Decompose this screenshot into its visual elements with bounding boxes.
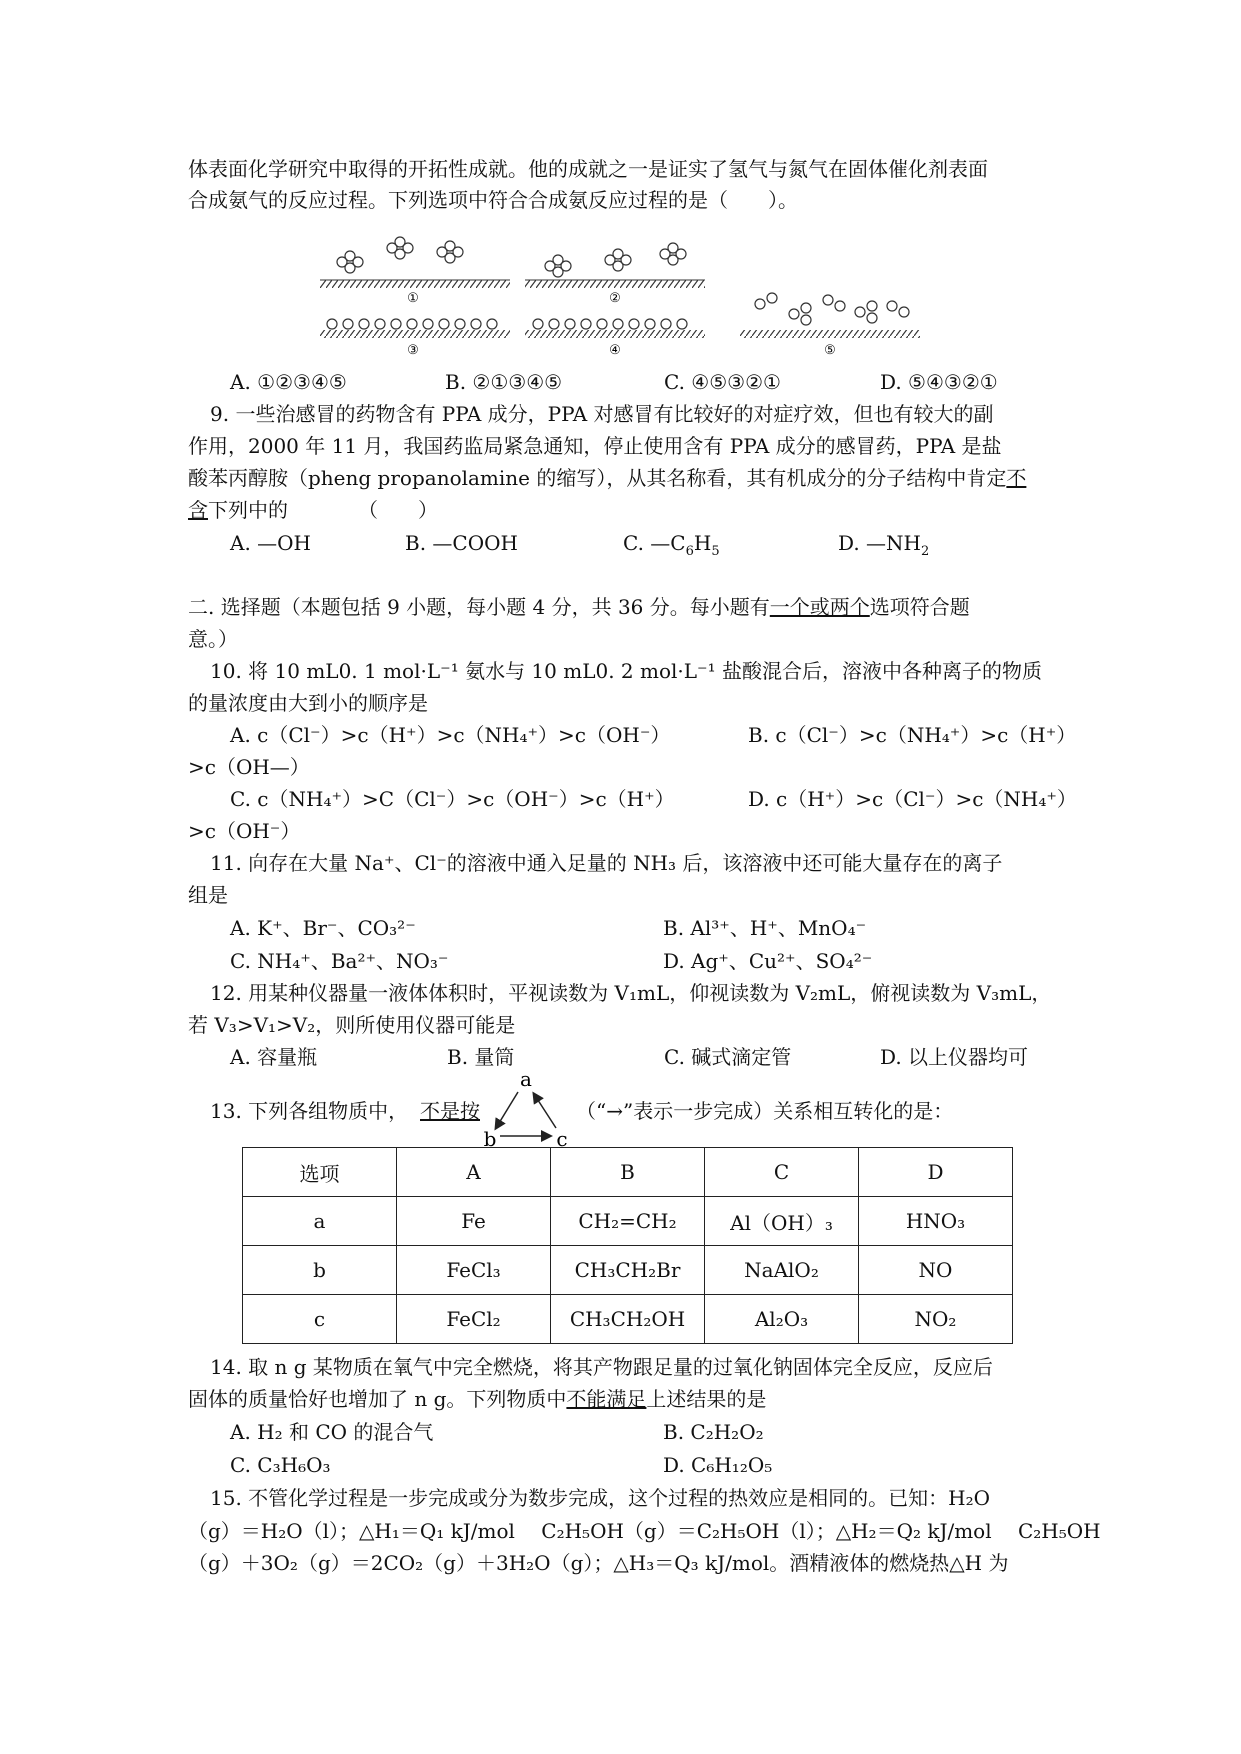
table-cell: NO bbox=[859, 1246, 1013, 1295]
q12-option-b: B. 量筒 bbox=[447, 1045, 515, 1069]
q13-pre: 13. 下列各组物质中， bbox=[210, 1099, 409, 1123]
table-row bbox=[243, 1295, 1013, 1344]
q10-option-c: C. c（NH₄⁺）>C（Cl⁻）>c（OH⁻）>c（H⁺） bbox=[230, 787, 675, 811]
table-cell: Al₂O₃ bbox=[705, 1295, 859, 1344]
q14-option-b: B. C₂H₂O₂ bbox=[663, 1420, 764, 1444]
table-cell: a bbox=[243, 1197, 397, 1246]
q10-option-b-cont: >c（OH—） bbox=[188, 755, 310, 779]
q8-option-b: B. ②①③④⑤ bbox=[445, 370, 563, 394]
q13-underline: 不是按 bbox=[420, 1099, 480, 1123]
q12-line-2: 若 V₃>V₁>V₂，则所使用仪器可能是 bbox=[188, 1013, 516, 1037]
q10-option-b: B. c（Cl⁻）>c（NH₄⁺）>c（H⁺） bbox=[748, 723, 1077, 747]
section-2-line-2: 意。） bbox=[188, 627, 238, 651]
q13-post: （“→”表示一步完成）关系相互转化的是： bbox=[576, 1099, 954, 1123]
q8-option-a: A. ①②③④⑤ bbox=[230, 370, 347, 394]
table-cell: NO₂ bbox=[859, 1295, 1013, 1344]
q9-option-d bbox=[838, 530, 930, 559]
table-cell: Al（OH）₃ bbox=[705, 1197, 859, 1246]
table-row bbox=[243, 1197, 1013, 1246]
q11-option-a: A. K⁺、Br⁻、CO₃²⁻ bbox=[230, 916, 416, 940]
table-cell: B bbox=[551, 1148, 705, 1197]
fig-label-2: ② bbox=[609, 291, 621, 306]
table-cell: C bbox=[705, 1148, 859, 1197]
q14-option-c: C. C₃H₆O₃ bbox=[230, 1453, 331, 1477]
q9-option-c-h: H bbox=[693, 531, 712, 555]
table-cell: A bbox=[397, 1148, 551, 1197]
section-2-line-1 bbox=[188, 594, 970, 620]
section-2-underline: 一个或两个 bbox=[769, 595, 870, 619]
intro-line-1: 体表面化学研究中取得的开拓性成就。他的成就之一是证实了氢气与氮气在固体催化剂表面 bbox=[188, 157, 988, 181]
fig-label-5: ⑤ bbox=[824, 343, 836, 358]
q10-line-1: 10. 将 10 mL0. 1 mol·L⁻¹ 氨水与 10 mL0. 2 mol·L⁻¹ 盐酸混合后，溶液中各种离子的物质 bbox=[210, 659, 1042, 683]
section-2-text-a: 二. 选择题（本题包括 9 小题，每小题 4 分，共 36 分。每小题有 bbox=[188, 595, 770, 619]
catalyst-surface-figure bbox=[320, 232, 930, 362]
intro-line-2: 合成氨气的反应过程。下列选项中符合合成氨反应过程的是（ ）。 bbox=[188, 188, 798, 212]
table-cell: CH₂=CH₂ bbox=[551, 1197, 705, 1246]
q14-line-2 bbox=[188, 1386, 766, 1412]
q14-underline: 不能满足 bbox=[566, 1387, 647, 1411]
table-cell: b bbox=[243, 1246, 397, 1295]
q11-option-d: D. Ag⁺、Cu²⁺、SO₄²⁻ bbox=[663, 949, 873, 973]
q10-option-d: D. c（H⁺）>c（Cl⁻）>c（NH₄⁺） bbox=[748, 787, 1077, 811]
q9-option-d-sub: 2 bbox=[920, 544, 930, 559]
q12-option-c: C. 碱式滴定管 bbox=[664, 1045, 792, 1069]
fig-label-4: ④ bbox=[609, 343, 621, 358]
q9-line-2: 作用，2000 年 11 月，我国药监局紧急通知，停止使用含有 PPA 成分的感冒药，PPA 是盐 bbox=[188, 434, 1002, 458]
q15-line-1: 15. 不管化学过程是一步完成或分为数步完成，这个过程的热效应是相同的。已知：H₂O bbox=[210, 1486, 991, 1510]
q11-line-1: 11. 向存在大量 Na⁺、Cl⁻的溶液中通入足量的 NH₃ 后，该溶液中还可能大量存在的离子 bbox=[210, 851, 1003, 875]
table-cell: CH₃CH₂Br bbox=[551, 1246, 705, 1295]
table-cell: D bbox=[859, 1148, 1013, 1197]
q8-option-c: C. ④⑤③②① bbox=[664, 370, 781, 394]
fig-label-1: ① bbox=[407, 291, 419, 306]
q14-option-d: D. C₆H₁₂O₅ bbox=[663, 1453, 773, 1477]
q10-option-a: A. c（Cl⁻）>c（H⁺）>c（NH₄⁺）>c（OH⁻） bbox=[230, 723, 671, 747]
conversion-triangle-diagram bbox=[480, 1070, 570, 1148]
table-cell: HNO₃ bbox=[859, 1197, 1013, 1246]
q9-line-3 bbox=[188, 465, 1026, 491]
q9-line-1: 9. 一些治感冒的药物含有 PPA 成分，PPA 对感冒有比较好的对症疗效，但也有较大的副 bbox=[210, 402, 994, 426]
q9-option-c bbox=[623, 530, 720, 559]
section-2-text-b: 选项符合题 bbox=[869, 595, 970, 619]
q11-option-c: C. NH₄⁺、Ba²⁺、NO₃⁻ bbox=[230, 949, 449, 973]
triangle-label-c: c bbox=[556, 1127, 568, 1148]
q14-line-2-text-b: 上述结果的是 bbox=[646, 1387, 767, 1411]
table-cell: 选项 bbox=[243, 1148, 397, 1197]
panel-2 bbox=[525, 243, 705, 306]
fig-label-3: ③ bbox=[407, 343, 419, 358]
q13-table bbox=[242, 1147, 1013, 1344]
q10-option-d-cont: >c（OH⁻） bbox=[188, 819, 301, 843]
panel-4 bbox=[525, 319, 705, 358]
q12-line-1: 12. 用某种仪器量一液体体积时，平视读数为 V₁mL，仰视读数为 V₂mL，俯视读数为 V₃mL， bbox=[210, 981, 1052, 1005]
q11-option-b: B. Al³⁺、H⁺、MnO₄⁻ bbox=[663, 916, 867, 940]
triangle-label-a: a bbox=[520, 1070, 532, 1091]
panel-1 bbox=[320, 237, 510, 306]
q9-option-c-text: C. —C bbox=[623, 531, 686, 555]
q9-option-b: B. —COOH bbox=[405, 531, 518, 555]
table-cell: FeCl₂ bbox=[397, 1295, 551, 1344]
table-cell: Fe bbox=[397, 1197, 551, 1246]
q8-option-d: D. ⑤④③②① bbox=[880, 370, 998, 394]
table-cell: FeCl₃ bbox=[397, 1246, 551, 1295]
q9-option-c-sub6: 6 bbox=[685, 544, 694, 559]
q9-underline-not: 不 bbox=[1006, 466, 1027, 490]
q12-option-a: A. 容量瓶 bbox=[230, 1045, 318, 1069]
q9-option-d-text: D. —NH bbox=[838, 531, 921, 555]
q10-line-2: 的量浓度由大到小的顺序是 bbox=[188, 691, 428, 715]
triangle-label-b: b bbox=[483, 1127, 497, 1148]
q15-line-2: （g）＝H₂O（l）；△H₁＝Q₁ kJ/mol C₂H₅OH（g）＝C₂H₅OH（l）；△H₂＝Q₂ kJ/mol C₂H₅OH bbox=[188, 1519, 1101, 1543]
q11-line-2: 组是 bbox=[188, 883, 228, 907]
q9-underline-contain: 含 bbox=[188, 498, 208, 522]
q9-option-c-sub5: 5 bbox=[711, 544, 720, 559]
q14-line-2-text-a: 固体的质量恰好也增加了 n g。下列物质中 bbox=[188, 1387, 567, 1411]
q9-line-3-text: 酸苯丙醇胺（pheng propanolamine 的缩写），从其名称看，其有机成分的分子结构中肯定 bbox=[188, 466, 1007, 490]
q12-option-d: D. 以上仪器均可 bbox=[880, 1045, 1029, 1069]
q14-line-1: 14. 取 n g 某物质在氧气中完全燃烧，将其产物跟足量的过氧化钠固体完全反应，反应后 bbox=[210, 1355, 993, 1379]
table-cell: CH₃CH₂OH bbox=[551, 1295, 705, 1344]
table-row bbox=[243, 1148, 1013, 1197]
table-row bbox=[243, 1246, 1013, 1295]
panel-3 bbox=[320, 319, 510, 358]
q14-option-a: A. H₂ 和 CO 的混合气 bbox=[230, 1420, 434, 1444]
q9-line-4-text: 下列中的 （ ） bbox=[208, 498, 438, 522]
table-cell: NaAlO₂ bbox=[705, 1246, 859, 1295]
q15-line-3: （g）＋3O₂（g）＝2CO₂（g）＋3H₂O（g）；△H₃＝Q₃ kJ/mol。酒精液体的燃烧热△H 为 bbox=[188, 1551, 1009, 1575]
q9-line-4 bbox=[188, 497, 438, 523]
q9-option-a: A. —OH bbox=[230, 531, 311, 555]
panel-5 bbox=[740, 293, 920, 358]
table-cell: c bbox=[243, 1295, 397, 1344]
